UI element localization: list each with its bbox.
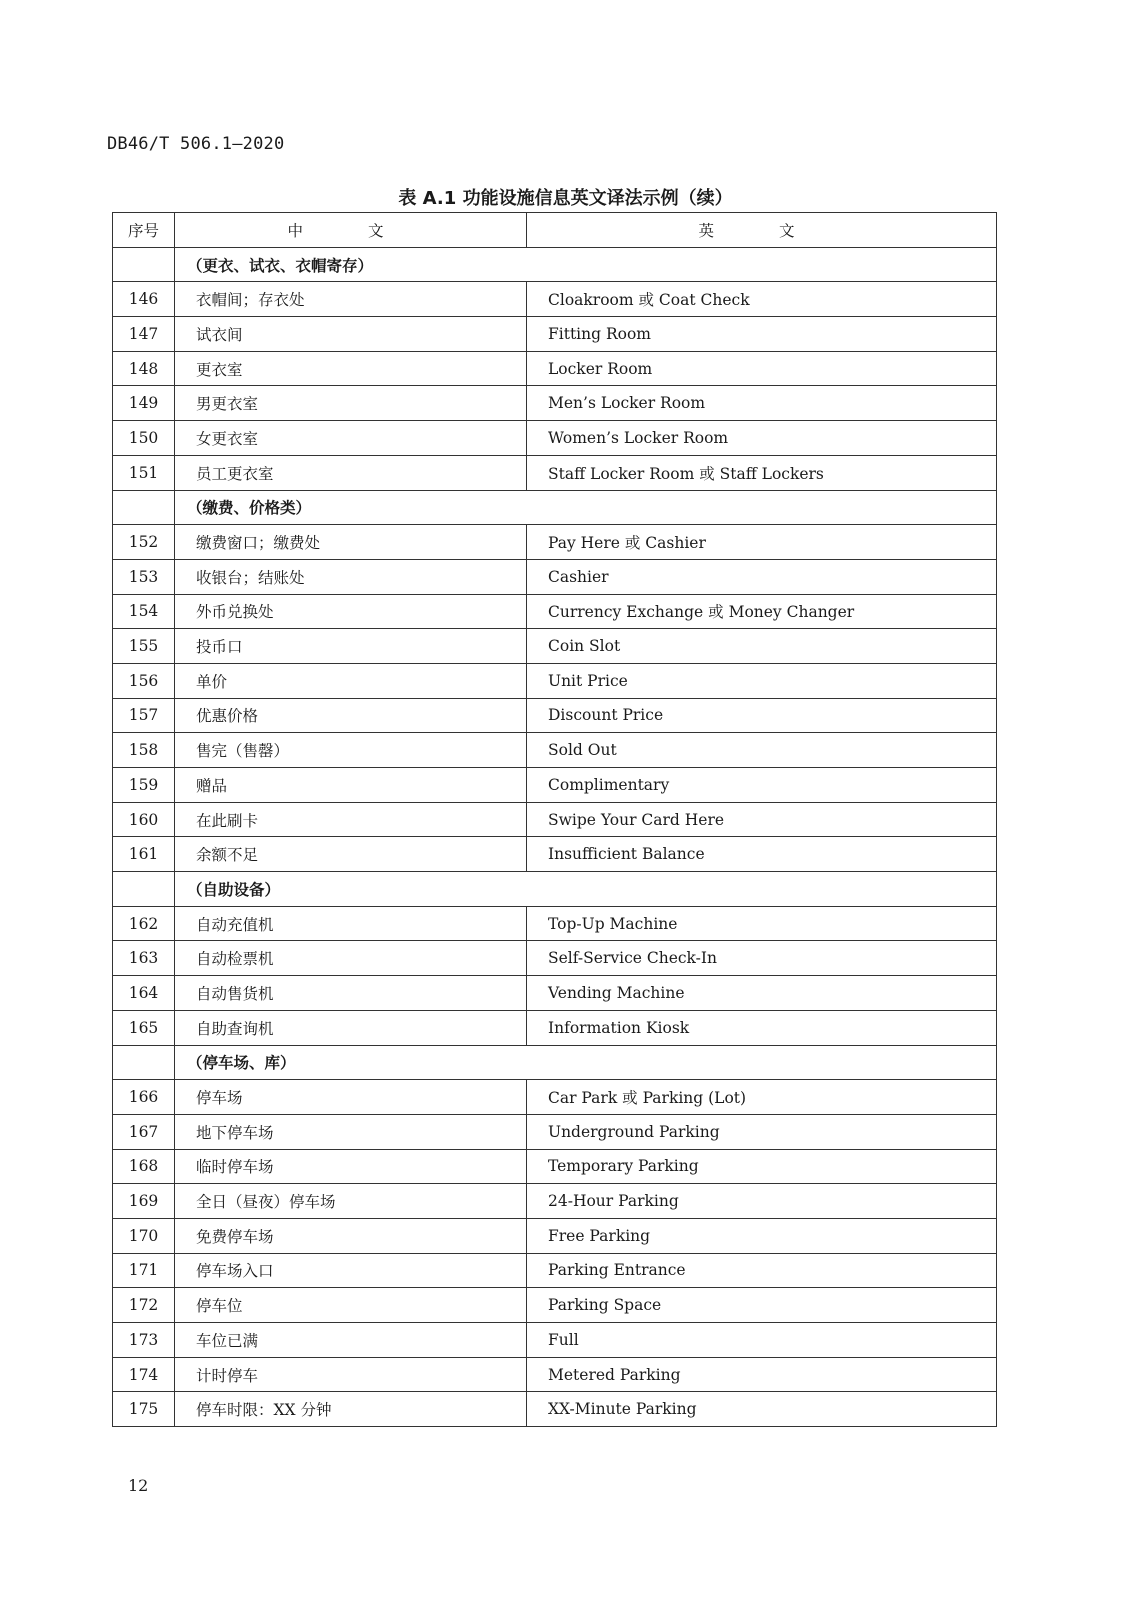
- english-translation: Currency Exchange 或 Money Changer: [527, 594, 997, 629]
- document-code: DB46/T 506.1—2020: [107, 134, 285, 154]
- row-number: 160: [113, 802, 175, 837]
- section-row: [113, 247, 997, 282]
- chinese-term: 自助查询机: [175, 1010, 527, 1045]
- row-number: 167: [113, 1114, 175, 1149]
- section-number-cell: [113, 490, 175, 525]
- chinese-term: 自动检票机: [175, 941, 527, 976]
- english-translation: Temporary Parking: [527, 1149, 997, 1184]
- table-row: [113, 976, 997, 1011]
- chinese-term: 停车时限：XX 分钟: [175, 1392, 527, 1427]
- table-row: [113, 1114, 997, 1149]
- chinese-term: 临时停车场: [175, 1149, 527, 1184]
- english-translation: Metered Parking: [527, 1357, 997, 1392]
- section-row: [113, 1045, 997, 1080]
- column-header-chinese: 中 文: [175, 213, 527, 248]
- chinese-term: 余额不足: [175, 837, 527, 872]
- row-number: 175: [113, 1392, 175, 1427]
- table-row: [113, 1080, 997, 1115]
- english-translation: Insufficient Balance: [527, 837, 997, 872]
- chinese-term: 免费停车场: [175, 1218, 527, 1253]
- table-row: [113, 629, 997, 664]
- table-header-row: [113, 213, 997, 248]
- row-number: 151: [113, 455, 175, 490]
- table-row: [113, 1184, 997, 1219]
- row-number: 147: [113, 317, 175, 352]
- table-title: 表 A.1 功能设施信息英文译法示例（续）: [398, 188, 733, 209]
- chinese-term: 停车场入口: [175, 1253, 527, 1288]
- row-number: 152: [113, 525, 175, 560]
- english-translation: Cloakroom 或 Coat Check: [527, 282, 997, 317]
- english-translation: Parking Space: [527, 1288, 997, 1323]
- table-row: [113, 525, 997, 560]
- row-number: 173: [113, 1323, 175, 1358]
- section-number-cell: [113, 1045, 175, 1080]
- english-translation: Locker Room: [527, 351, 997, 386]
- row-number: 163: [113, 941, 175, 976]
- table-row: [113, 906, 997, 941]
- section-label: （更衣、试衣、衣帽寄存）: [175, 247, 997, 282]
- chinese-term: 自动充值机: [175, 906, 527, 941]
- row-number: 154: [113, 594, 175, 629]
- section-label: （停车场、库）: [175, 1045, 997, 1080]
- english-translation: Women’s Locker Room: [527, 421, 997, 456]
- english-translation: Men’s Locker Room: [527, 386, 997, 421]
- chinese-term: 单价: [175, 663, 527, 698]
- section-row: [113, 490, 997, 525]
- chinese-term: 女更衣室: [175, 421, 527, 456]
- row-number: 161: [113, 837, 175, 872]
- english-translation: Staff Locker Room 或 Staff Lockers: [527, 455, 997, 490]
- chinese-term: 计时停车: [175, 1357, 527, 1392]
- table-row: [113, 837, 997, 872]
- row-number: 168: [113, 1149, 175, 1184]
- row-number: 164: [113, 976, 175, 1011]
- table-row: [113, 421, 997, 456]
- chinese-term: 赠品: [175, 768, 527, 803]
- table-row: [113, 768, 997, 803]
- english-translation: XX-Minute Parking: [527, 1392, 997, 1427]
- row-number: 171: [113, 1253, 175, 1288]
- chinese-term: 售完（售罄）: [175, 733, 527, 768]
- english-translation: Vending Machine: [527, 976, 997, 1011]
- chinese-term: 停车场: [175, 1080, 527, 1115]
- chinese-term: 投币口: [175, 629, 527, 664]
- section-row: [113, 872, 997, 907]
- english-translation: Cashier: [527, 559, 997, 594]
- translation-table: [112, 212, 997, 1427]
- row-number: 169: [113, 1184, 175, 1219]
- table-body: [113, 247, 997, 1426]
- table-row: [113, 698, 997, 733]
- english-translation: Self-Service Check-In: [527, 941, 997, 976]
- table-row: [113, 386, 997, 421]
- row-number: 150: [113, 421, 175, 456]
- table-row: [113, 1010, 997, 1045]
- column-header-number: 序号: [113, 213, 175, 248]
- chinese-term: 停车位: [175, 1288, 527, 1323]
- row-number: 170: [113, 1218, 175, 1253]
- english-translation: Car Park 或 Parking (Lot): [527, 1080, 997, 1115]
- row-number: 174: [113, 1357, 175, 1392]
- chinese-term: 男更衣室: [175, 386, 527, 421]
- english-translation: Full: [527, 1323, 997, 1358]
- row-number: 162: [113, 906, 175, 941]
- english-translation: Top-Up Machine: [527, 906, 997, 941]
- table-row: [113, 1323, 997, 1358]
- english-translation: Sold Out: [527, 733, 997, 768]
- section-number-cell: [113, 872, 175, 907]
- chinese-term: 缴费窗口；缴费处: [175, 525, 527, 560]
- table-row: [113, 1357, 997, 1392]
- table-row: [113, 941, 997, 976]
- row-number: 155: [113, 629, 175, 664]
- row-number: 146: [113, 282, 175, 317]
- english-translation: Unit Price: [527, 663, 997, 698]
- table-row: [113, 1149, 997, 1184]
- row-number: 172: [113, 1288, 175, 1323]
- page-number: 12: [128, 1476, 149, 1495]
- table-row: [113, 455, 997, 490]
- chinese-term: 车位已满: [175, 1323, 527, 1358]
- english-translation: Underground Parking: [527, 1114, 997, 1149]
- chinese-term: 在此刷卡: [175, 802, 527, 837]
- table-row: [113, 1288, 997, 1323]
- chinese-term: 优惠价格: [175, 698, 527, 733]
- row-number: 159: [113, 768, 175, 803]
- english-translation: Free Parking: [527, 1218, 997, 1253]
- table-row: [113, 1392, 997, 1427]
- english-translation: Coin Slot: [527, 629, 997, 664]
- english-translation: Discount Price: [527, 698, 997, 733]
- row-number: 153: [113, 559, 175, 594]
- table-row: [113, 802, 997, 837]
- row-number: 166: [113, 1080, 175, 1115]
- chinese-term: 更衣室: [175, 351, 527, 386]
- chinese-term: 收银台；结账处: [175, 559, 527, 594]
- row-number: 158: [113, 733, 175, 768]
- chinese-term: 外币兑换处: [175, 594, 527, 629]
- table-row: [113, 559, 997, 594]
- chinese-term: 试衣间: [175, 317, 527, 352]
- chinese-term: 自动售货机: [175, 976, 527, 1011]
- english-translation: Information Kiosk: [527, 1010, 997, 1045]
- row-number: 157: [113, 698, 175, 733]
- chinese-term: 衣帽间；存衣处: [175, 282, 527, 317]
- english-translation: Swipe Your Card Here: [527, 802, 997, 837]
- chinese-term: 地下停车场: [175, 1114, 527, 1149]
- table-row: [113, 663, 997, 698]
- section-label: （缴费、价格类）: [175, 490, 997, 525]
- section-label: （自助设备）: [175, 872, 997, 907]
- table-row: [113, 1218, 997, 1253]
- table-row: [113, 282, 997, 317]
- row-number: 165: [113, 1010, 175, 1045]
- table-row: [113, 594, 997, 629]
- row-number: 149: [113, 386, 175, 421]
- table-row: [113, 351, 997, 386]
- english-translation: Pay Here 或 Cashier: [527, 525, 997, 560]
- table-row: [113, 317, 997, 352]
- section-number-cell: [113, 247, 175, 282]
- table-row: [113, 1253, 997, 1288]
- english-translation: Fitting Room: [527, 317, 997, 352]
- table-row: [113, 733, 997, 768]
- english-translation: 24-Hour Parking: [527, 1184, 997, 1219]
- row-number: 148: [113, 351, 175, 386]
- row-number: 156: [113, 663, 175, 698]
- english-translation: Complimentary: [527, 768, 997, 803]
- column-header-english: 英 文: [527, 213, 997, 248]
- chinese-term: 全日（昼夜）停车场: [175, 1184, 527, 1219]
- english-translation: Parking Entrance: [527, 1253, 997, 1288]
- chinese-term: 员工更衣室: [175, 455, 527, 490]
